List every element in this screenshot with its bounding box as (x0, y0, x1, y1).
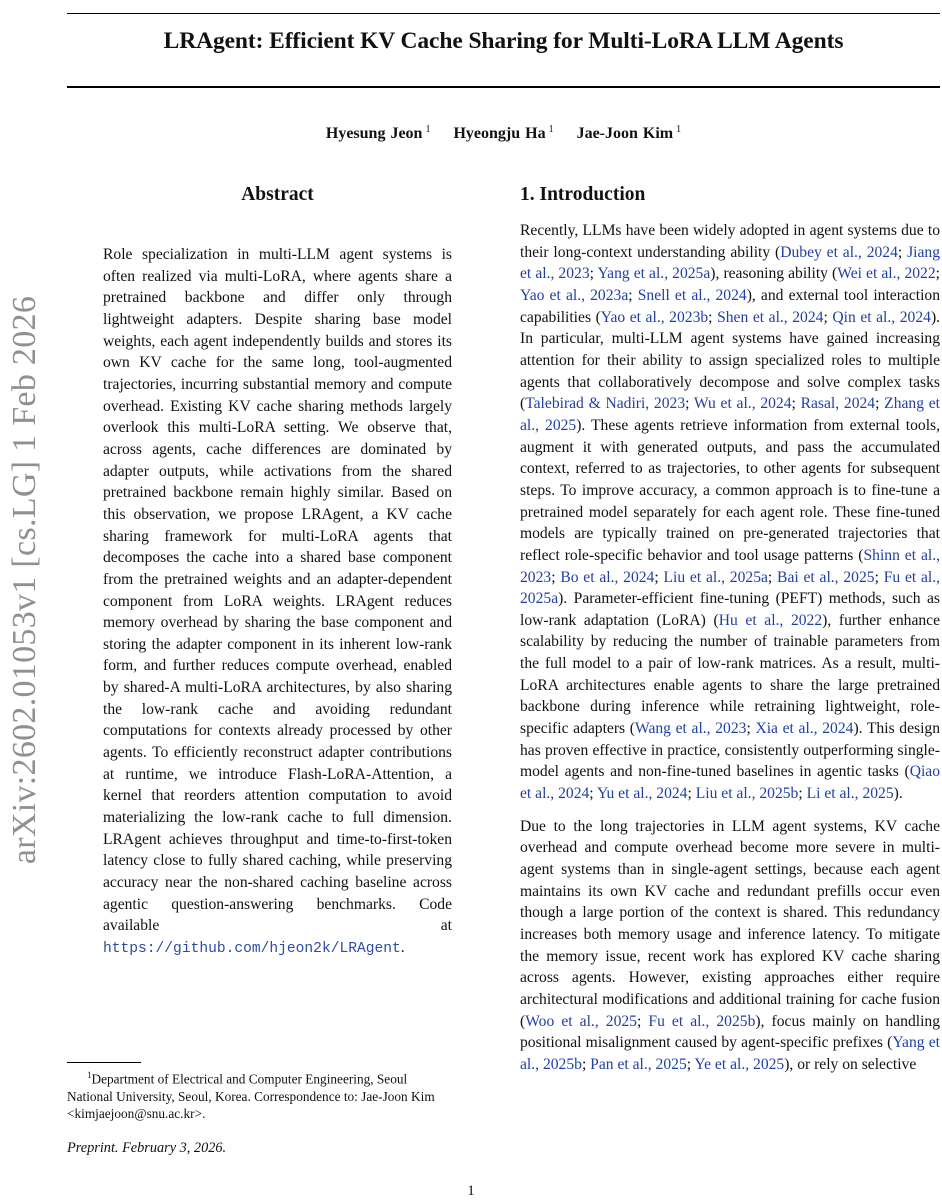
citation-link[interactable]: Pan et al., 2025 (590, 1055, 687, 1073)
introduction-body (520, 220, 940, 1087)
citation-link[interactable]: Shinn et al., 2023 (520, 546, 940, 586)
title-rule (67, 86, 940, 88)
citation-link[interactable]: Hu et al., 2022 (718, 611, 823, 629)
paragraph: Recently, LLMs have been widely adopted in agent systems due to their long-context understanding ability (Dubey et al., 2024; Jiang et al., 2023; Yang et al., 2025a), reasoning ability (Wei et al., 2022; Yao et al., 2023a; Snell et al., 2024), and external tool interaction capabilities (Yao et al., 2023b; Shen et al., 2024; Qin et al., 2024). In particular, multi-LLM agent systems have gained increasing attention for their ability to assign specialized roles to multiple agents that collaboratively decompose and solve complex tasks (Talebirad & Nadiri, 2023; Wu et al., 2024; Rasal, 2024; Zhang et al., 2025). These agents retrieve information from external tools, augment it with generated outputs, and pass the accumulated context, referred to as trajectories, to other agents for subsequent steps. To improve accuracy, a common approach is to fine-tune a pretrained model separately for each agent role. These fine-tuned models are typically trained on pre-generated trajectories that reflect role-specific behavior and tool usage patterns (Shinn et al., 2023; Bo et al., 2024; Liu et al., 2025a; Bai et al., 2025; Fu et al., 2025a). Parameter-efficient fine-tuning (PEFT) methods, such as low-rank adaptation (LoRA) (Hu et al., 2022), further enhance scalability by reducing the number of trainable parameters from the full model to a pair of low-rank matrices. As a result, multi-LoRA architectures enable agents to share the large pretrained backbone during inference while retraining lightweight, role-specific adapters (Wang et al., 2023; Xia et al., 2024). This design has proven effective in practice, consistently outperforming single-model agents and non-fine-tuned baselines in agentic tasks (Qiao et al., 2024; Yu et al., 2024; Liu et al., 2025b; Li et al., 2025). (520, 222, 941, 803)
preprint-note: Preprint. February 3, 2026. (67, 1140, 227, 1156)
citation-link[interactable]: Liu et al., 2025a (663, 568, 768, 586)
citation-link[interactable]: Yao et al., 2023b (600, 308, 709, 326)
citation-link[interactable]: Dubey et al., 2024 (780, 243, 898, 261)
citation-link[interactable]: Woo et al., 2025 (525, 1012, 637, 1030)
arxiv-identifier: arXiv:2602.01053v1 [cs.LG] 1 Feb 2026 (6, 295, 43, 865)
affiliation-footnote: $^1$Department of Electrical and Computer Engineering, Seoul National University, Seoul, Korea. Correspondence to: Jae-Joon Kim <kimjaejoon@snu.ac.kr>. (67, 1070, 435, 1122)
citation-link[interactable]: Wei et al., 2022 (837, 265, 936, 283)
arxiv-sidebar (0, 270, 50, 890)
paper-title: LRAgent: Efficient KV Cache Sharing for Multi-LoRA LLM Agents (163, 28, 844, 54)
citation-link[interactable]: Fu et al., 2025a (520, 568, 941, 608)
citation-link[interactable]: Yao et al., 2023a (520, 286, 629, 304)
citation-link[interactable]: Zhang et al., 2025 (520, 395, 941, 434)
author: Hyesung Jeon $^1$ (325, 124, 431, 143)
top-rule (67, 13, 940, 14)
abstract-text: Role specialization in multi-LLM agent systems is often realized via multi-LoRA, where agents share a pretrained backbone and differ only through lightweight adapters. Despite sharing base model weights, each agent independently builds and stores its own KV cache for the same long, tool-augmented trajectories, incurring substantial memory and compute overhead. Existing KV cache sharing methods largely overlook this multi-LoRA setting. We observe that, across agents, cache differences are dominated by adapter outputs, while activations from the shared pretrained backbone remain highly similar. Based on this observation, we propose LRAgent, a KV cache sharing framework for multi-LoRA agents that decomposes the cache into a shared base component from the pretrained weights and an adapter-dependent component from LoRA weights. LRAgent reduces memory overhead by sharing the base component and storing the adapter component in its inherent low-rank form, and further reduces compute overhead, enabled by shared-A multi-LoRA architectures, by also sharing the low-rank cache and avoiding redundant computations for contexts already processed by other agents. To efficiently reconstruct adapter contributions at runtime, we introduce Flash-LoRA-Attention, a kernel that reorders attention computation to avoid materializing the low-rank cache to full dimension. LRAgent achieves throughput and time-to-first-token latency close to fully shared caching, while preserving accuracy near the non-shared caching baseline across agentic question-answering benchmarks. Code available at (103, 246, 452, 935)
citation-link[interactable]: Yang et al., 2025a (597, 265, 711, 283)
citation-link[interactable]: Yu et al., 2024 (596, 785, 688, 803)
citation-link[interactable]: Bai et al., 2025 (777, 568, 875, 586)
citation-link[interactable]: Ye et al., 2025 (694, 1055, 785, 1073)
paragraph: Due to the long trajectories in LLM agent systems, KV cache overhead and compute overhead become more severe in multi-agent systems than in single-agent settings, because each agent maintains its own KV cache and redundant prefills occur even though a large portion of the context is shared. This redundancy increases both memory usage and inference latency. To mitigate the memory issue, recent work has explored KV cache sharing across agents. However, existing approaches either require architectural modifications and additional training for cache fusion (Woo et al., 2025; Fu et al., 2025b), focus mainly on handling positional misalignment caused by agent-specific prefixes (Yang et al., 2025b; Pan et al., 2025; Ye et al., 2025), or rely on selective (520, 817, 941, 1073)
citation-link[interactable]: Li et al., 2025 (806, 785, 894, 803)
citation-link[interactable]: Qiao et al., 2024 (520, 763, 940, 803)
code-link[interactable]: https://github.com/hjeon2k/LRAgent (103, 941, 401, 957)
author: Jae-Joon Kim $^1$ (576, 124, 682, 143)
section-heading: 1. Introduction (520, 184, 646, 205)
citation-link[interactable]: Snell et al., 2024 (637, 286, 747, 304)
abstract-heading: Abstract (241, 184, 314, 205)
abstract-body: Role specialization in multi-LLM agent systems is often realized via multi-LoRA, where agents share a pretrained backbone and differ only through lightweight adapters. Despite sharing base model weights, each agent independently builds and stores its own KV cache for the same long, tool-augmented trajectories, incurring substantial memory and compute overhead. Existing KV cache sharing methods largely overlook this multi-LoRA setting. We observe that, across agents, cache differences are dominated by adapter outputs, while activations from the shared pretrained backbone remain highly similar. Based on this observation, we propose LRAgent, a KV cache sharing framework for multi-LoRA agents that decomposes the cache into a shared base component from the pretrained weights and an adapter-dependent component from LoRA weights. LRAgent reduces memory overhead by sharing the base component and storing the adapter component in its inherent low-rank form, and further reduces compute overhead, enabled by shared-A multi-LoRA architectures, by also sharing the low-rank cache and avoiding redundant computations for contexts already processed by other agents. To efficiently reconstruct adapter contributions at runtime, we introduce Flash-LoRA-Attention, a kernel that reorders attention computation to avoid materializing the low-rank cache to full dimension. LRAgent achieves throughput and time-to-first-token latency close to fully shared caching, while preserving accuracy near the non-shared caching baseline across agentic question-answering benchmarks. Code available at https://github.com/hjeon2k/LRAgent. (103, 246, 452, 957)
citation-link[interactable]: Liu et al., 2025b (695, 785, 799, 803)
citation-link[interactable]: Wu et al., 2024 (693, 395, 792, 413)
footnote-rule (67, 1062, 141, 1063)
citation-link[interactable]: Shen et al., 2024 (717, 308, 824, 326)
citation-link[interactable]: Rasal, 2024 (800, 395, 876, 413)
page-number: 1 (467, 1183, 475, 1199)
citation-link[interactable]: Qin et al., 2024 (832, 308, 931, 326)
author: Hyeongju Ha $^1$ (453, 124, 554, 143)
citation-link[interactable]: Jiang et al., 2023 (520, 243, 941, 283)
citation-link[interactable]: Fu et al., 2025b (648, 1012, 756, 1030)
citation-link[interactable]: Bo et al., 2024 (560, 568, 655, 586)
citation-link[interactable]: Wang et al., 2023 (634, 720, 747, 738)
citation-link[interactable]: Xia et al., 2024 (755, 720, 854, 738)
citation-link[interactable]: Yang et al., 2025b (520, 1034, 941, 1073)
author-list (67, 124, 940, 143)
citation-link[interactable]: Talebirad & Nadiri, 2023 (525, 395, 686, 413)
